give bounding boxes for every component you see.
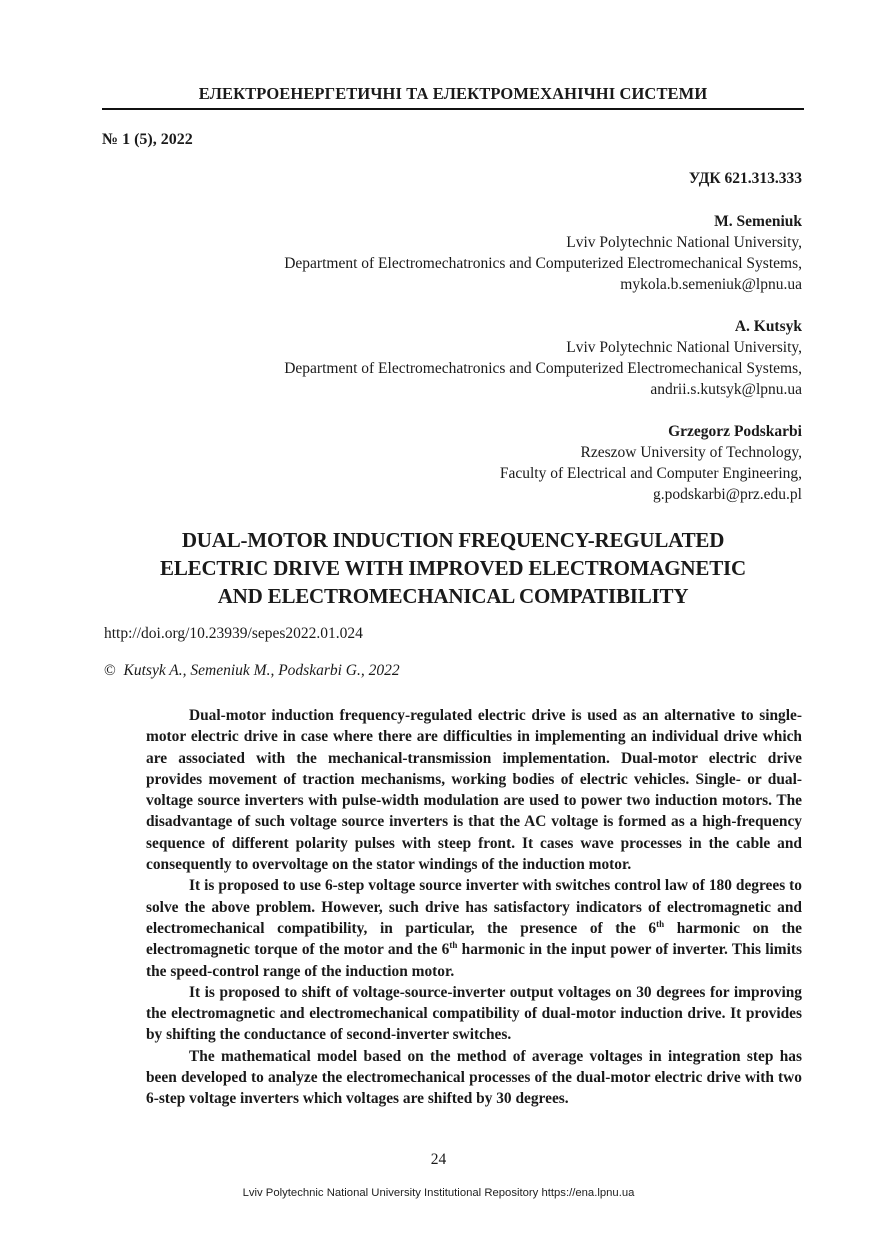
author-affiliation: Department of Electromechatronics and Computerized Electromechanical Systems,: [284, 360, 802, 377]
copyright-icon: ©: [104, 662, 116, 679]
author-email[interactable]: andrii.s.kutsyk@lpnu.ua: [650, 381, 802, 398]
author-name: Grzegorz Podskarbi: [668, 423, 802, 440]
author-name: M. Semeniuk: [714, 213, 802, 230]
author-affiliation: Lviv Polytechnic National University,: [566, 339, 802, 356]
journal-header: ЕЛЕКТРОЕНЕРГЕТИЧНІ ТА ЕЛЕКТРОМЕХАНІЧНІ СИСТЕМИ: [198, 84, 708, 103]
paper-title: [102, 526, 804, 610]
title-line: DUAL-MOTOR INDUCTION FREQUENCY-REGULATED: [181, 528, 725, 552]
author-email[interactable]: g.podskarbi@prz.edu.pl: [652, 486, 802, 503]
abstract: [146, 705, 802, 1110]
copyright-names: Kutsyk A., Semeniuk M., Podskarbi G., 2022: [123, 662, 400, 679]
doi-link[interactable]: http://doi.org/10.23939/sepes2022.01.024: [104, 625, 363, 642]
author-affiliation: Faculty of Electrical and Computer Engineering,: [499, 465, 802, 482]
title-line: AND ELECTROMECHANICAL COMPATIBILITY: [217, 584, 689, 608]
repository-footer: Lviv Polytechnic National University Institutional Repository https://ena.lpnu.ua: [242, 1187, 635, 1199]
abstract-paragraph-3: It is proposed to shift of voltage-source-inverter output voltages on 30 degrees for improving the electromagnetic and electromechanical compatibility of dual-motor induction drive. It provides by shifting the conductance of second-inverter switches.: [146, 983, 802, 1044]
author-affiliation: Rzeszow University of Technology,: [580, 444, 802, 461]
abstract-paragraph-1: Dual-motor induction frequency-regulated electric drive is used as an alternative to single-motor electric drive in case where there are difficulties in implementing an individual drive which are associated with the mechanical-transmission implementation. Dual-motor electric drive provides movement of traction mechanisms, working bodies of electric vehicles. Single- or dual-voltage source inverters with pulse-width modulation are used to power two induction motors. The disadvantage of such voltage source inverters is that the AC voltage is formed as a high-frequency sequence of different polarity pulses with steep front. It cases wave processes in the cable and consequently to overvoltage on the stator windings of the induction motor.: [146, 707, 802, 874]
udc-code: УДК 621.313.333: [688, 170, 802, 187]
abstract-paragraph-2: It is proposed to use 6-step voltage source inverter with switches control law of 180 degrees to solve the above problem. However, such drive has satisfactory indicators of electromagnetic and electromechanical compatibility, in particular, the presence of the 6th harmonic on the electromagnetic torque of the motor and the 6th harmonic in the input power of inverter. This limits the speed-control range of the induction motor.: [146, 877, 802, 980]
author-block-semeniuk: [284, 211, 802, 295]
page-number: 24: [430, 1151, 447, 1168]
copyright-line: [104, 662, 400, 680]
header-rule: [102, 108, 804, 110]
title-line: ELECTRIC DRIVE WITH IMPROVED ELECTROMAGNETIC: [160, 556, 746, 580]
author-name: A. Kutsyk: [734, 318, 802, 335]
issue-number: № 1 (5), 2022: [102, 131, 193, 148]
author-affiliation: Lviv Polytechnic National University,: [566, 234, 802, 251]
author-block-kutsyk: [284, 316, 802, 400]
abstract-paragraph-4: The mathematical model based on the method of average voltages in integration step has been developed to analyze the electromechanical processes of the dual-motor electric drive with two 6-step voltage inverters which voltages are shifted by 30 degrees.: [146, 1047, 802, 1108]
author-email[interactable]: mykola.b.semeniuk@lpnu.ua: [620, 276, 802, 293]
author-affiliation: Department of Electromechatronics and Computerized Electromechanical Systems,: [284, 255, 802, 272]
author-block-podskarbi: [500, 421, 802, 505]
